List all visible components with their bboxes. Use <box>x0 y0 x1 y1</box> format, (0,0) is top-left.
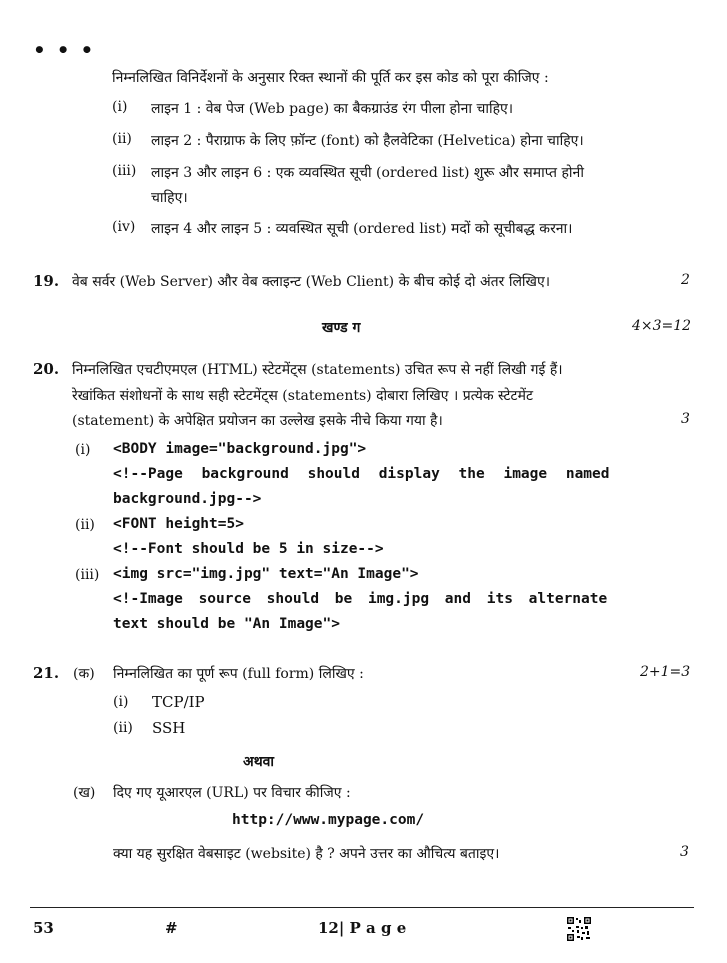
spec-item-label: (iii) <box>112 163 137 179</box>
hash-symbol: # <box>165 919 178 937</box>
question-number: 20. <box>33 360 60 378</box>
question-marks: 3 <box>680 844 689 860</box>
item-label: (i) <box>113 694 129 710</box>
part-label: (iii) <box>75 567 100 583</box>
question-text-line: निम्नलिखित एचटीएमएल (HTML) स्टेटमेंट्स (statements) उचित रूप से नहीं लिखी गई हैं। <box>72 362 563 378</box>
item-label: (ii) <box>113 720 133 736</box>
question-text-line: (statement) के अपेक्षित प्रयोजन का उल्लेख इसके नीचे किया गया है। <box>72 413 443 429</box>
code-line: background.jpg--> <box>113 491 262 507</box>
code-line: <!--Page background should display the image named <box>113 466 610 482</box>
part-label: (क) <box>73 666 95 682</box>
question-number: 21. <box>33 664 60 682</box>
spec-item-text: लाइन 1 : वेब पेज (Web page) का बैकग्राउंड रंग पीला होना चाहिए। <box>151 101 514 117</box>
qr-code-icon <box>566 916 592 942</box>
continuation-marker: • • • <box>33 38 96 62</box>
spec-item-label: (ii) <box>112 131 132 147</box>
question-number: 19. <box>33 272 60 290</box>
code-line: <!-Image source should be img.jpg and its alternate <box>113 591 608 607</box>
spec-item-text-continued: चाहिए। <box>151 190 188 206</box>
question-marks: 3 <box>681 411 690 427</box>
question-marks: 2+1=3 <box>640 664 691 680</box>
page-number: 12| P a g e <box>318 919 407 937</box>
spec-item-text: लाइन 2 : पैराग्राफ के लिए फ़ॉन्ट (font) को हैलवेटिका (Helvetica) होना चाहिए। <box>151 133 584 149</box>
question-text: दिए गए यूआरएल (URL) पर विचार कीजिए : <box>113 785 351 801</box>
url-text: http://www.mypage.com/ <box>232 812 425 828</box>
or-separator: अथवा <box>243 754 275 770</box>
item-text: TCP/IP <box>152 693 205 711</box>
spec-item-label: (iv) <box>112 219 136 235</box>
question-text: क्या यह सुरक्षित वेबसाइट (website) है ? अपने उत्तर का औचित्य बताइए। <box>113 846 500 862</box>
instruction-text: निम्नलिखित विनिर्देशनों के अनुसार रिक्त स्थानों की पूर्ति कर इस कोड को पूरा कीजिए : <box>112 70 549 86</box>
footer-rule <box>30 907 694 908</box>
spec-item-text: लाइन 4 और लाइन 5 : व्यवस्थित सूची (ordered list) मदों को सूचीबद्ध करना। <box>151 221 573 237</box>
part-label: (ख) <box>73 785 96 801</box>
code-line: <BODY image="background.jpg"> <box>113 441 367 457</box>
code-line: <!--Font should be 5 in size--> <box>113 541 384 557</box>
spec-item-text: लाइन 3 और लाइन 6 : एक व्यवस्थित सूची (ordered list) शुरू और समाप्त होनी <box>151 165 584 181</box>
part-label: (i) <box>75 442 91 458</box>
paper-code: 53 <box>33 919 54 937</box>
question-text: निम्नलिखित का पूर्ण रूप (full form) लिखिए : <box>113 666 364 682</box>
section-title: खण्ड ग <box>322 320 361 336</box>
part-label: (ii) <box>75 517 95 533</box>
spec-item-label: (i) <box>112 99 128 115</box>
code-line: <FONT height=5> <box>113 516 244 532</box>
section-marks: 4×3=12 <box>632 318 692 334</box>
code-line: text should be "An Image"> <box>113 616 340 632</box>
item-text: SSH <box>152 719 186 737</box>
question-text-line: रेखांकित संशोधनों के साथ सही स्टेटमेंट्स (statements) दोबारा लिखिए । प्रत्येक स्टेटमेंट <box>72 388 534 404</box>
question-marks: 2 <box>681 272 690 288</box>
code-line: <img src="img.jpg" text="An Image"> <box>113 566 419 582</box>
question-text: वेब सर्वर (Web Server) और वेब क्लाइन्ट (Web Client) के बीच कोई दो अंतर लिखिए। <box>72 274 551 290</box>
